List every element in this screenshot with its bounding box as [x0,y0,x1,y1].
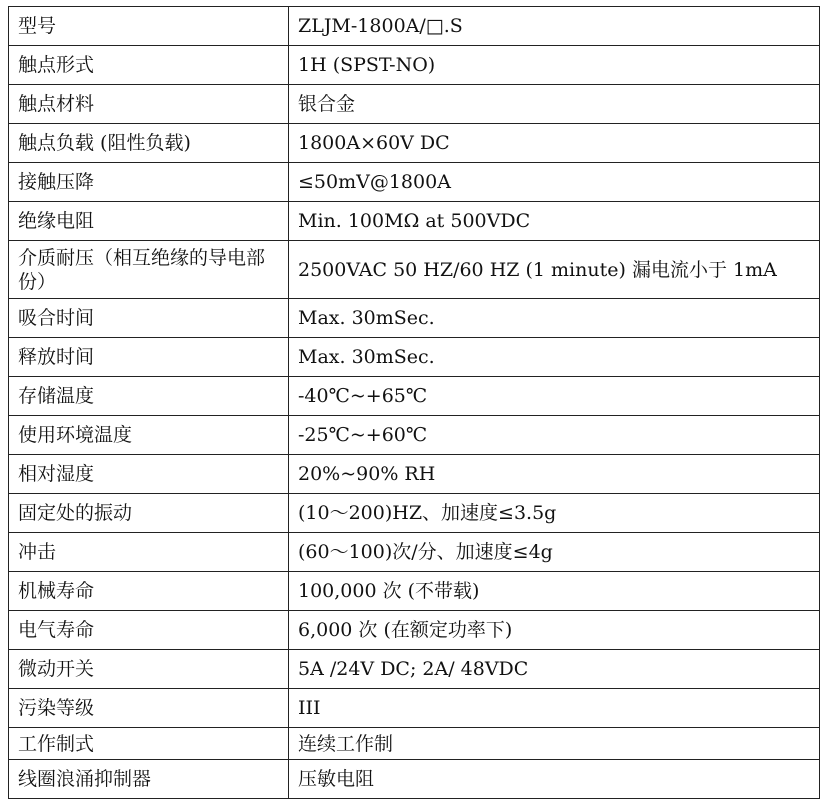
table-row [9,533,820,572]
row-value: ≤50mV@1800A [289,163,820,202]
table-row [9,650,820,689]
table-row [9,299,820,338]
table-row [9,124,820,163]
row-value: 100,000 次 (不带载) [289,572,820,611]
row-value: (10～200)HZ、加速度≤3.5g [289,494,820,533]
row-value: 银合金 [289,85,820,124]
table-row [9,689,820,728]
row-label: 触点形式 [9,46,289,85]
table-row [9,760,820,799]
row-value: 1H (SPST-NO) [289,46,820,85]
table-row [9,611,820,650]
row-label: 型号 [9,7,289,46]
table-row [9,377,820,416]
row-label: 触点材料 [9,85,289,124]
table-row [9,494,820,533]
row-value: Max. 30mSec. [289,338,820,377]
row-label: 存储温度 [9,377,289,416]
row-value: Max. 30mSec. [289,299,820,338]
table-row [9,7,820,46]
row-value: (60～100)次/分、加速度≤4g [289,533,820,572]
row-value: 1800A×60V DC [289,124,820,163]
row-label: 冲击 [9,533,289,572]
spec-table [8,6,820,799]
row-value: 2500VAC 50 HZ/60 HZ (1 minute) 漏电流小于 1mA [289,241,820,299]
row-value: ZLJM-1800A/□.S [289,7,820,46]
row-value: -25℃~+60℃ [289,416,820,455]
row-value: 20%~90% RH [289,455,820,494]
table-row [9,728,820,760]
table-row [9,202,820,241]
row-value: -40℃~+65℃ [289,377,820,416]
row-label: 吸合时间 [9,299,289,338]
table-row [9,241,820,299]
row-label: 绝缘电阻 [9,202,289,241]
table-row [9,85,820,124]
row-label: 介质耐压（相互绝缘的导电部份） [9,241,289,299]
row-label: 机械寿命 [9,572,289,611]
row-value: Min. 100MΩ at 500VDC [289,202,820,241]
table-row [9,46,820,85]
table-row [9,338,820,377]
row-label: 相对湿度 [9,455,289,494]
row-value: III [289,689,820,728]
row-label: 电气寿命 [9,611,289,650]
table-row [9,572,820,611]
row-label: 接触压降 [9,163,289,202]
row-value: 压敏电阻 [289,760,820,799]
row-label: 固定处的振动 [9,494,289,533]
row-label: 释放时间 [9,338,289,377]
table-row [9,163,820,202]
row-label: 使用环境温度 [9,416,289,455]
row-label: 微动开关 [9,650,289,689]
row-label: 工作制式 [9,728,289,760]
table-row [9,416,820,455]
row-label: 线圈浪涌抑制器 [9,760,289,799]
row-value: 6,000 次 (在额定功率下) [289,611,820,650]
row-label: 触点负载 (阻性负载) [9,124,289,163]
row-value: 5A /24V DC; 2A/ 48VDC [289,650,820,689]
table-row [9,455,820,494]
row-label: 污染等级 [9,689,289,728]
row-value: 连续工作制 [289,728,820,760]
